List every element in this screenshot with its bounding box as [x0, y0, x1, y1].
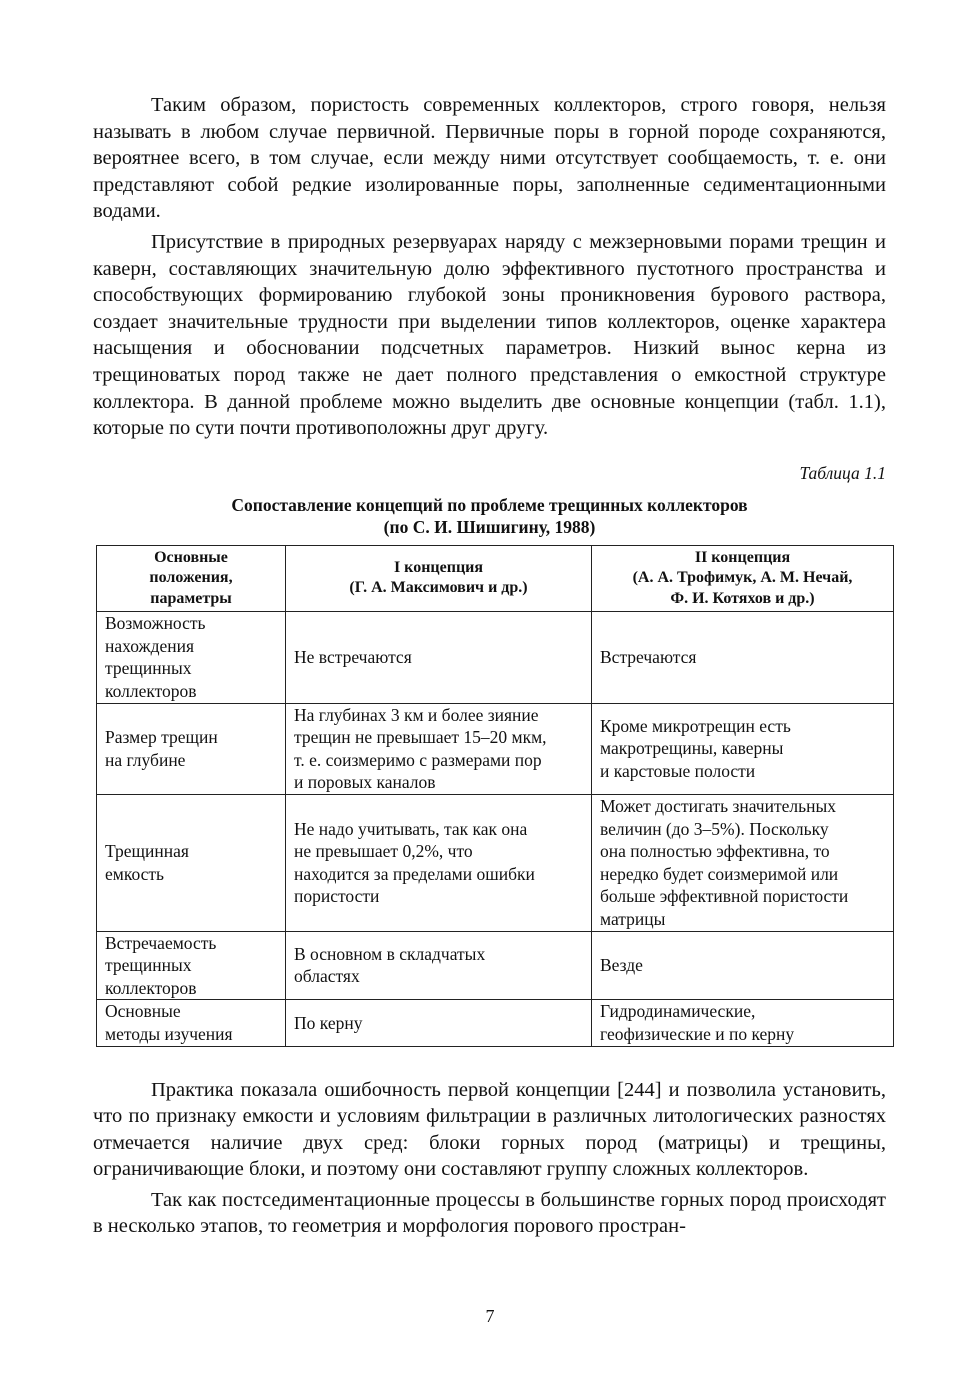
- cell-line: На глубинах 3 км и более зияние: [294, 704, 539, 725]
- paragraph: Присутствие в природных резервуарах наряду с межзерновыми порами трещин и каверн, составляющих значительную долю эффективного пустотного пространства и способствующих формированию глубокой зоны проникновения бурового раствора, создает значительные трудности при выделении типов коллекторов, оценке характера насыщения и обосновании подсчетных параметров. Низкий вынос керна из трещиноватых пород также не дает полного представления о емкостной структуре коллектора. В данной проблеме можно выделить две основные концепции (табл. 1.1), которые по сути почти противоположны друг другу.: [93, 230, 886, 440]
- cell-line: и карстовые полости: [600, 761, 756, 782]
- header-line: II концепция: [694, 548, 791, 566]
- cell-line: геофизические и по керну: [600, 1023, 795, 1044]
- header-cell-concept-2: [592, 545, 894, 612]
- table-row: [97, 794, 894, 931]
- paragraph: Так как постседиментационные процессы в большинстве горных пород происходят в несколько этапов, то геометрия и морфология порового простран-: [93, 1188, 886, 1238]
- cell-line: областях: [294, 966, 360, 987]
- cell-line: Основные: [105, 1001, 181, 1022]
- cell-line: Не встречаются: [294, 647, 412, 668]
- table-row: [97, 1000, 894, 1046]
- table-title-line: Сопоставление концепций по проблеме трещинных коллекторов: [231, 494, 748, 515]
- header-line: параметры: [150, 589, 232, 607]
- paragraph: Таким образом, пористость современных коллекторов, строго говоря, нельзя называть в любом случае первичной. Первичные поры в горной породе сохраняются, вероятнее всего, в том случае, если между ними отсутствует сообщаемость, т. е. они представляют собой редкие изолированные поры, заполненные седиментационными водами.: [93, 94, 886, 223]
- cell-line: Встречаются: [600, 647, 697, 668]
- cell-line: Кроме микротрещин есть: [600, 715, 791, 736]
- cell-line: Размер трещин: [105, 727, 218, 748]
- cell-line: Не надо учитывать, так как она: [294, 818, 528, 839]
- cell-line: нахождения: [105, 635, 195, 656]
- cell-line: на глубине: [105, 749, 186, 770]
- text-after-table: [93, 1077, 886, 1241]
- table-cell: [286, 794, 592, 931]
- page-number: 7: [485, 1306, 495, 1326]
- cell-line: По керну: [294, 1012, 363, 1033]
- table-cell: [97, 612, 286, 703]
- paragraph: Практика показала ошибочность первой концепции [244] и позволила установить, что по признаку емкости и условиям фильтрации в различных литологических разностях отмечается наличие двух сред: блоки горных пород (матрицы) и трещины, ограничивающие блоки, и поэтому они составляют группу сложных коллекторов.: [93, 1078, 886, 1181]
- table-cell: [97, 794, 286, 931]
- cell-line: Везде: [600, 955, 643, 976]
- cell-line: трещинных: [105, 658, 192, 679]
- concepts-table: [96, 545, 894, 1047]
- cell-line: величин (до 3–5%). Поскольку: [600, 818, 829, 839]
- cell-line: т. е. соизмеримо с размерами пор: [294, 749, 542, 770]
- table-cell: [286, 1000, 592, 1046]
- table-cell: [592, 794, 894, 931]
- table-row: [97, 703, 894, 794]
- cell-line: и поровых каналов: [294, 772, 436, 793]
- cell-line: Встречаемость: [105, 932, 217, 953]
- cell-line: Может достигать значительных: [600, 795, 836, 816]
- cell-line: нередко будет соизмеримой или: [600, 863, 839, 884]
- table-row: [97, 612, 894, 703]
- cell-line: методы изучения: [105, 1023, 233, 1044]
- header-line: Ф. И. Котяхов и др.): [670, 589, 815, 607]
- table-cell: [286, 703, 592, 794]
- cell-line: Трещинная: [105, 841, 189, 862]
- header-line: Основные: [154, 548, 228, 566]
- cell-line: коллекторов: [105, 681, 197, 701]
- table-cell: [97, 1000, 286, 1046]
- cell-line: В основном в складчатых: [294, 943, 486, 964]
- cell-line: трещинных: [105, 955, 192, 976]
- table-cell: [97, 931, 286, 1000]
- cell-line: емкость: [105, 863, 165, 884]
- table-cell: [286, 612, 592, 703]
- table-title-source: (по С. И. Шишигину, 1988): [383, 516, 596, 537]
- cell-line: не превышает 0,2%, что: [294, 841, 473, 862]
- table-header-row: [97, 545, 894, 612]
- cell-line: Гидродинамические,: [600, 1001, 756, 1022]
- cell-line: Возможность: [105, 613, 206, 634]
- header-line: (Г. А. Максимович и др.): [349, 579, 528, 597]
- header-cell-concept-1: [286, 545, 592, 612]
- table-cell: [592, 1000, 894, 1046]
- cell-line: матрицы: [600, 908, 666, 929]
- cell-line: трещин не превышает 15–20 мкм,: [294, 727, 547, 748]
- cell-line: пористости: [294, 886, 380, 907]
- cell-line: она полностью эффективна, то: [600, 841, 830, 862]
- table-cell: [592, 703, 894, 794]
- table-cell: [97, 703, 286, 794]
- header-cell-parameters: [97, 545, 286, 612]
- cell-line: коллекторов: [105, 977, 197, 998]
- table-row: [97, 931, 894, 1000]
- header-line: I концепция: [393, 558, 484, 576]
- cell-line: больше эффективной пористости: [600, 886, 849, 907]
- table-title: [93, 494, 886, 538]
- cell-line: находится за пределами ошибки: [294, 863, 535, 884]
- header-line: (А. А. Трофимук, А. М. Нечай,: [632, 569, 853, 587]
- page-content: [93, 92, 886, 1240]
- table-cell: [592, 931, 894, 1000]
- table-cell: [592, 612, 894, 703]
- table-label: Таблица 1.1: [799, 462, 886, 483]
- cell-line: макротрещины, каверны: [600, 738, 784, 759]
- table-cell: [286, 931, 592, 1000]
- header-line: положения,: [149, 569, 233, 587]
